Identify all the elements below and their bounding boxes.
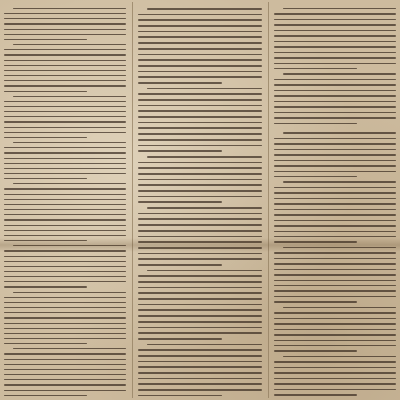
illegible-text-line xyxy=(4,121,126,122)
illegible-text-line xyxy=(4,312,126,313)
illegible-text-line xyxy=(13,348,126,349)
illegible-text-line xyxy=(274,165,396,166)
illegible-text-line xyxy=(274,123,357,124)
illegible-text-line xyxy=(4,106,126,107)
illegible-text-line xyxy=(138,298,262,300)
illegible-text-line xyxy=(274,220,396,221)
illegible-text-line xyxy=(138,110,262,112)
illegible-text-line xyxy=(4,29,126,30)
illegible-text-line xyxy=(138,281,262,283)
illegible-text-line xyxy=(147,8,262,10)
illegible-text-line xyxy=(147,207,262,209)
illegible-text-line xyxy=(138,82,222,84)
illegible-text-line xyxy=(274,378,396,379)
illegible-text-line xyxy=(138,383,262,385)
illegible-text-line xyxy=(274,30,396,31)
illegible-text-line xyxy=(4,163,126,164)
illegible-text-line xyxy=(274,340,396,341)
illegible-text-line xyxy=(4,91,87,92)
illegible-text-line xyxy=(4,328,126,329)
illegible-text-line xyxy=(274,252,396,253)
illegible-text-line xyxy=(13,96,126,97)
illegible-text-line xyxy=(274,101,396,102)
illegible-text-line xyxy=(274,24,396,25)
illegible-text-line xyxy=(13,292,126,293)
text-column-2 xyxy=(138,4,262,396)
illegible-text-line xyxy=(4,147,126,148)
illegible-text-line xyxy=(4,39,87,40)
illegible-text-line xyxy=(4,137,87,138)
illegible-text-line xyxy=(138,372,262,374)
illegible-text-line xyxy=(274,187,396,188)
text-column-3 xyxy=(274,4,396,396)
illegible-text-line xyxy=(274,13,396,14)
illegible-text-line xyxy=(138,105,262,107)
illegible-text-line xyxy=(138,287,262,289)
illegible-text-line xyxy=(138,190,262,192)
illegible-text-line xyxy=(138,378,262,380)
illegible-text-line xyxy=(4,230,126,231)
illegible-text-line xyxy=(147,270,262,272)
illegible-text-line xyxy=(4,219,126,220)
illegible-text-line xyxy=(274,301,357,302)
illegible-text-line xyxy=(138,201,222,203)
illegible-text-line xyxy=(274,350,357,351)
illegible-text-line xyxy=(4,317,126,318)
illegible-text-line xyxy=(138,173,262,175)
illegible-text-line xyxy=(274,46,396,47)
illegible-text-line xyxy=(4,225,126,226)
illegible-text-line xyxy=(274,290,396,291)
illegible-text-line xyxy=(274,323,396,324)
illegible-text-line xyxy=(274,367,396,368)
illegible-text-line xyxy=(138,71,262,73)
illegible-text-line xyxy=(4,374,126,375)
illegible-text-line xyxy=(4,333,126,334)
illegible-text-line xyxy=(4,132,126,133)
illegible-text-line xyxy=(4,13,126,14)
illegible-text-line xyxy=(138,309,262,311)
illegible-text-line xyxy=(138,196,262,198)
section-break xyxy=(274,124,396,128)
illegible-text-line xyxy=(274,52,396,53)
illegible-text-line xyxy=(4,379,126,380)
illegible-text-line xyxy=(274,84,396,85)
illegible-text-line xyxy=(138,116,262,118)
illegible-text-line xyxy=(138,264,222,266)
illegible-text-line xyxy=(4,204,126,205)
illegible-text-line xyxy=(4,235,126,236)
illegible-text-line xyxy=(138,36,262,38)
illegible-text-line xyxy=(138,236,262,238)
illegible-text-line xyxy=(4,353,126,354)
illegible-text-line xyxy=(4,54,126,55)
illegible-text-line xyxy=(283,73,396,74)
illegible-text-line xyxy=(13,142,126,143)
illegible-text-line xyxy=(274,203,396,204)
illegible-text-line xyxy=(4,364,126,365)
illegible-text-line xyxy=(274,236,396,237)
illegible-text-line xyxy=(4,256,126,257)
illegible-text-line xyxy=(274,95,396,96)
illegible-text-line xyxy=(274,225,396,226)
illegible-text-line xyxy=(274,296,396,297)
illegible-text-line xyxy=(274,35,396,36)
illegible-text-line xyxy=(13,245,126,246)
illegible-text-line xyxy=(147,344,262,346)
illegible-text-line xyxy=(4,65,126,66)
illegible-text-line xyxy=(4,101,126,102)
illegible-text-line xyxy=(4,271,126,272)
illegible-text-line xyxy=(138,76,262,78)
illegible-text-line xyxy=(274,280,396,281)
illegible-text-line xyxy=(4,70,126,71)
illegible-text-line xyxy=(4,158,126,159)
illegible-text-line xyxy=(4,75,126,76)
illegible-text-line xyxy=(138,162,262,164)
illegible-text-line xyxy=(4,369,126,370)
illegible-text-line xyxy=(4,173,126,174)
illegible-text-line xyxy=(4,111,126,112)
illegible-text-line xyxy=(138,247,262,249)
illegible-text-line xyxy=(274,198,396,199)
illegible-text-line xyxy=(138,258,262,260)
illegible-text-line xyxy=(274,90,396,91)
illegible-text-line xyxy=(138,122,262,124)
illegible-text-line xyxy=(138,338,222,340)
illegible-text-line xyxy=(138,361,262,363)
illegible-text-line xyxy=(138,213,262,215)
illegible-text-line xyxy=(4,214,126,215)
illegible-text-line xyxy=(4,250,126,251)
illegible-text-line xyxy=(274,112,396,113)
illegible-text-line xyxy=(4,127,126,128)
illegible-text-line xyxy=(147,156,262,158)
illegible-text-line xyxy=(138,48,262,50)
illegible-text-line xyxy=(4,209,126,210)
illegible-text-line xyxy=(274,231,396,232)
illegible-text-line xyxy=(274,160,396,161)
illegible-text-line xyxy=(4,261,126,262)
illegible-text-line xyxy=(4,116,126,117)
illegible-text-line xyxy=(4,152,126,153)
illegible-text-line xyxy=(4,343,87,344)
illegible-text-line xyxy=(274,329,396,330)
illegible-text-line xyxy=(4,80,126,81)
illegible-text-line xyxy=(4,384,126,385)
illegible-text-line xyxy=(4,359,126,360)
illegible-text-line xyxy=(138,355,262,357)
illegible-text-line xyxy=(138,304,262,306)
illegible-text-line xyxy=(138,224,262,226)
illegible-text-line xyxy=(138,241,262,243)
illegible-text-line xyxy=(274,154,396,155)
illegible-text-line xyxy=(274,79,396,80)
illegible-text-line xyxy=(283,181,396,182)
illegible-text-line xyxy=(4,297,126,298)
illegible-text-line xyxy=(4,276,126,277)
illegible-text-line xyxy=(138,19,262,21)
illegible-text-line xyxy=(274,241,357,242)
illegible-text-line xyxy=(274,361,396,362)
illegible-text-line xyxy=(4,188,126,189)
illegible-text-line xyxy=(274,214,396,215)
illegible-text-line xyxy=(274,334,396,335)
illegible-text-line xyxy=(274,117,396,118)
illegible-text-line xyxy=(274,138,396,139)
illegible-text-line xyxy=(274,176,357,177)
illegible-text-line xyxy=(138,332,262,334)
illegible-text-line xyxy=(138,59,262,61)
illegible-text-line xyxy=(4,281,126,282)
illegible-text-line xyxy=(138,366,262,368)
illegible-text-line xyxy=(4,168,126,169)
illegible-text-line xyxy=(283,8,396,9)
illegible-text-line xyxy=(274,383,396,384)
illegible-text-line xyxy=(283,307,396,308)
illegible-text-line xyxy=(274,312,396,313)
illegible-text-line xyxy=(4,85,126,86)
illegible-text-line xyxy=(138,275,262,277)
illegible-text-line xyxy=(274,41,396,42)
illegible-text-line xyxy=(274,285,396,286)
column-rule xyxy=(268,2,269,398)
illegible-text-line xyxy=(274,63,396,64)
illegible-text-line xyxy=(138,150,222,152)
illegible-text-line xyxy=(4,307,126,308)
illegible-text-line xyxy=(274,269,396,270)
illegible-text-line xyxy=(274,394,357,395)
column-rule xyxy=(132,2,133,398)
illegible-text-line xyxy=(4,266,126,267)
illegible-text-line xyxy=(274,209,396,210)
illegible-text-line xyxy=(4,240,87,241)
illegible-text-line xyxy=(138,14,262,16)
illegible-text-line xyxy=(138,179,262,181)
illegible-text-line xyxy=(4,178,87,179)
illegible-text-line xyxy=(138,65,262,67)
illegible-text-line xyxy=(274,263,396,264)
illegible-text-line xyxy=(138,139,262,141)
illegible-text-line xyxy=(138,230,262,232)
illegible-text-line xyxy=(138,389,262,391)
illegible-text-line xyxy=(4,302,126,303)
illegible-text-line xyxy=(274,19,396,20)
illegible-text-line xyxy=(138,321,262,323)
illegible-text-line xyxy=(4,60,126,61)
illegible-text-line xyxy=(283,247,396,248)
illegible-text-line xyxy=(138,31,262,33)
illegible-text-line xyxy=(138,25,262,27)
illegible-text-line xyxy=(138,395,222,396)
illegible-text-line xyxy=(4,338,126,339)
illegible-text-line xyxy=(274,149,396,150)
illegible-text-line xyxy=(138,145,262,147)
illegible-text-line xyxy=(274,345,396,346)
illegible-text-line xyxy=(13,8,126,9)
illegible-text-line xyxy=(274,171,396,172)
illegible-text-line xyxy=(274,274,396,275)
illegible-text-line xyxy=(283,356,396,357)
illegible-text-line xyxy=(4,323,126,324)
illegible-text-line xyxy=(4,23,126,24)
illegible-text-line xyxy=(283,132,396,133)
illegible-text-line xyxy=(13,44,126,45)
illegible-text-line xyxy=(274,143,396,144)
illegible-text-line xyxy=(274,68,357,69)
illegible-text-line xyxy=(4,199,126,200)
illegible-text-line xyxy=(4,18,126,19)
illegible-text-line xyxy=(138,167,262,169)
illegible-text-line xyxy=(4,390,126,391)
illegible-text-line xyxy=(274,318,396,319)
illegible-text-line xyxy=(138,42,262,44)
illegible-text-line xyxy=(138,349,262,351)
illegible-text-line xyxy=(138,93,262,95)
illegible-text-line xyxy=(4,194,126,195)
illegible-text-line xyxy=(4,49,126,50)
illegible-text-line xyxy=(274,192,396,193)
illegible-text-line xyxy=(138,327,262,329)
illegible-text-line xyxy=(138,218,262,220)
illegible-text-line xyxy=(274,389,396,390)
illegible-text-line xyxy=(138,54,262,56)
illegible-text-line xyxy=(138,184,262,186)
illegible-text-line xyxy=(138,253,262,255)
illegible-text-line xyxy=(13,183,126,184)
illegible-text-line xyxy=(4,286,87,287)
illegible-text-line xyxy=(4,395,87,396)
illegible-text-line xyxy=(274,372,396,373)
illegible-text-line xyxy=(138,99,262,101)
illegible-text-line xyxy=(138,127,262,129)
illegible-text-line xyxy=(4,34,126,35)
illegible-text-line xyxy=(147,88,262,90)
illegible-text-line xyxy=(138,315,262,317)
illegible-text-line xyxy=(274,106,396,107)
illegible-text-line xyxy=(138,292,262,294)
text-column-1 xyxy=(4,4,126,396)
illegible-text-line xyxy=(274,258,396,259)
illegible-text-line xyxy=(274,57,396,58)
illegible-text-line xyxy=(138,133,262,135)
